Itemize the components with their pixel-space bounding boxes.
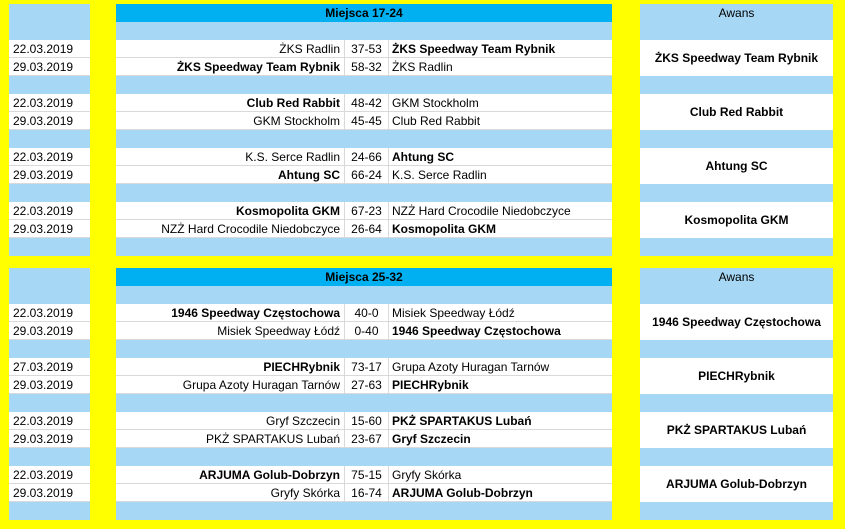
spacer-row (640, 238, 833, 256)
home-team: Grupa Azoty Huragan Tarnów (116, 376, 345, 393)
advancing-team: PIECHRybnik (640, 358, 833, 394)
match-date: 29.03.2019 (9, 58, 90, 76)
spacer-row (640, 130, 833, 148)
home-team: Gryfy Skórka (116, 484, 345, 501)
match-score: 75-15 (345, 466, 389, 483)
match-row (116, 466, 612, 484)
home-team: Club Red Rabbit (116, 94, 345, 111)
spacer-row (116, 238, 612, 256)
spacer-row (640, 22, 833, 40)
match-date: 22.03.2019 (9, 466, 90, 484)
spacer-row (116, 130, 612, 148)
match-row (116, 412, 612, 430)
home-team: ŻKS Speedway Team Rybnik (116, 58, 345, 75)
match-row (116, 430, 612, 448)
home-team: 1946 Speedway Częstochowa (116, 304, 345, 321)
away-team: Kosmopolita GKM (392, 222, 496, 236)
spacer-row (116, 448, 612, 466)
match-date: 29.03.2019 (9, 166, 90, 184)
match-row (116, 94, 612, 112)
advancing-team: 1946 Speedway Częstochowa (640, 304, 833, 340)
away-team: ŻKS Radlin (392, 60, 453, 74)
home-team: GKM Stockholm (116, 112, 345, 129)
match-date: 22.03.2019 (9, 202, 90, 220)
away-team: Ahtung SC (392, 150, 454, 164)
match-row (116, 112, 612, 130)
away-team: Club Red Rabbit (392, 114, 481, 128)
away-team: PKŻ SPARTAKUS Lubań (392, 414, 532, 428)
matches-table (116, 268, 612, 520)
spacer-row (9, 394, 90, 412)
spacer-row (640, 286, 833, 304)
home-team: Ahtung SC (116, 166, 345, 183)
match-row (116, 322, 612, 340)
awans-header: Awans (640, 268, 833, 286)
match-date: 29.03.2019 (9, 484, 90, 502)
away-team: ŻKS Speedway Team Rybnik (392, 42, 556, 56)
match-score: 48-42 (345, 94, 389, 111)
match-date: 22.03.2019 (9, 412, 90, 430)
match-score: 37-53 (345, 40, 389, 57)
match-score: 0-40 (345, 322, 389, 339)
match-score: 66-24 (345, 166, 389, 183)
match-score: 73-17 (345, 358, 389, 375)
away-team: 1946 Speedway Częstochowa (392, 324, 561, 338)
home-team: Misiek Speedway Łódź (116, 322, 345, 339)
match-row (116, 220, 612, 238)
match-row (116, 376, 612, 394)
group-title: Miejsca 17-24 (116, 4, 612, 22)
away-team: ARJUMA Golub-Dobrzyn (392, 486, 533, 500)
group-title: Miejsca 25-32 (116, 268, 612, 286)
away-team: GKM Stockholm (392, 96, 479, 110)
match-row (116, 58, 612, 76)
spacer-row (116, 394, 612, 412)
match-row (116, 484, 612, 502)
spacer-row (116, 76, 612, 94)
home-team: PIECHRybnik (116, 358, 345, 375)
spacer-row (116, 286, 612, 304)
match-date: 22.03.2019 (9, 94, 90, 112)
match-date: 27.03.2019 (9, 358, 90, 376)
spacer-row (9, 22, 90, 40)
date-column (9, 268, 90, 520)
away-team: Gryf Szczecin (392, 432, 471, 446)
match-score: 67-23 (345, 202, 389, 219)
home-team: ŻKS Radlin (116, 40, 345, 57)
match-score: 16-74 (345, 484, 389, 501)
advancing-team: Club Red Rabbit (640, 94, 833, 130)
home-team: ARJUMA Golub-Dobrzyn (116, 466, 345, 483)
match-date: 29.03.2019 (9, 322, 90, 340)
match-date: 29.03.2019 (9, 430, 90, 448)
match-score: 27-63 (345, 376, 389, 393)
spacer-row (116, 340, 612, 358)
match-date: 29.03.2019 (9, 220, 90, 238)
spacer-row (9, 502, 90, 520)
away-team: K.S. Serce Radlin (392, 168, 487, 182)
away-team: Grupa Azoty Huragan Tarnów (392, 360, 550, 374)
match-date: 22.03.2019 (9, 304, 90, 322)
match-date: 22.03.2019 (9, 40, 90, 58)
spacer-row (9, 76, 90, 94)
match-score: 23-67 (345, 430, 389, 447)
awans-column (640, 268, 833, 520)
spacer-row (9, 448, 90, 466)
spacer-row (640, 184, 833, 202)
awans-header: Awans (640, 4, 833, 22)
away-team: NZŻ Hard Crocodile Niedobczyce (392, 204, 571, 218)
spacer-row (9, 238, 90, 256)
match-row (116, 40, 612, 58)
match-score: 58-32 (345, 58, 389, 75)
match-date: 29.03.2019 (9, 112, 90, 130)
match-score: 24-66 (345, 148, 389, 165)
match-date: 22.03.2019 (9, 148, 90, 166)
match-score: 26-64 (345, 220, 389, 237)
spacer-row (9, 286, 90, 304)
away-team: PIECHRybnik (392, 378, 469, 392)
away-team: Gryfy Skórka (392, 468, 462, 482)
away-team: Misiek Speedway Łódź (392, 306, 515, 320)
home-team: K.S. Serce Radlin (116, 148, 345, 165)
home-team: Kosmopolita GKM (116, 202, 345, 219)
advancing-team: PKŻ SPARTAKUS Lubań (640, 412, 833, 448)
advancing-team: Ahtung SC (640, 148, 833, 184)
spacer-row (116, 502, 612, 520)
spacer-row (640, 340, 833, 358)
match-score: 15-60 (345, 412, 389, 429)
matches-table (116, 4, 612, 256)
home-team: PKŻ SPARTAKUS Lubań (116, 430, 345, 447)
spacer-row (640, 448, 833, 466)
match-row (116, 202, 612, 220)
spacer-row (116, 184, 612, 202)
advancing-team: ŻKS Speedway Team Rybnik (640, 40, 833, 76)
spacer-row (9, 340, 90, 358)
match-score: 45-45 (345, 112, 389, 129)
match-row (116, 166, 612, 184)
spacer-row (640, 394, 833, 412)
spacer-row (640, 502, 833, 520)
match-score: 40-0 (345, 304, 389, 321)
match-row (116, 304, 612, 322)
date-column (9, 4, 90, 256)
match-row (116, 358, 612, 376)
home-team: NZŻ Hard Crocodile Niedobczyce (116, 220, 345, 237)
match-date: 29.03.2019 (9, 376, 90, 394)
date-header-blank (9, 268, 90, 286)
spacer-row (640, 76, 833, 94)
spacer-row (9, 130, 90, 148)
spacer-row (116, 22, 612, 40)
date-header-blank (9, 4, 90, 22)
spacer-row (9, 184, 90, 202)
advancing-team: Kosmopolita GKM (640, 202, 833, 238)
match-row (116, 148, 612, 166)
awans-column (640, 4, 833, 256)
advancing-team: ARJUMA Golub-Dobrzyn (640, 466, 833, 502)
home-team: Gryf Szczecin (116, 412, 345, 429)
